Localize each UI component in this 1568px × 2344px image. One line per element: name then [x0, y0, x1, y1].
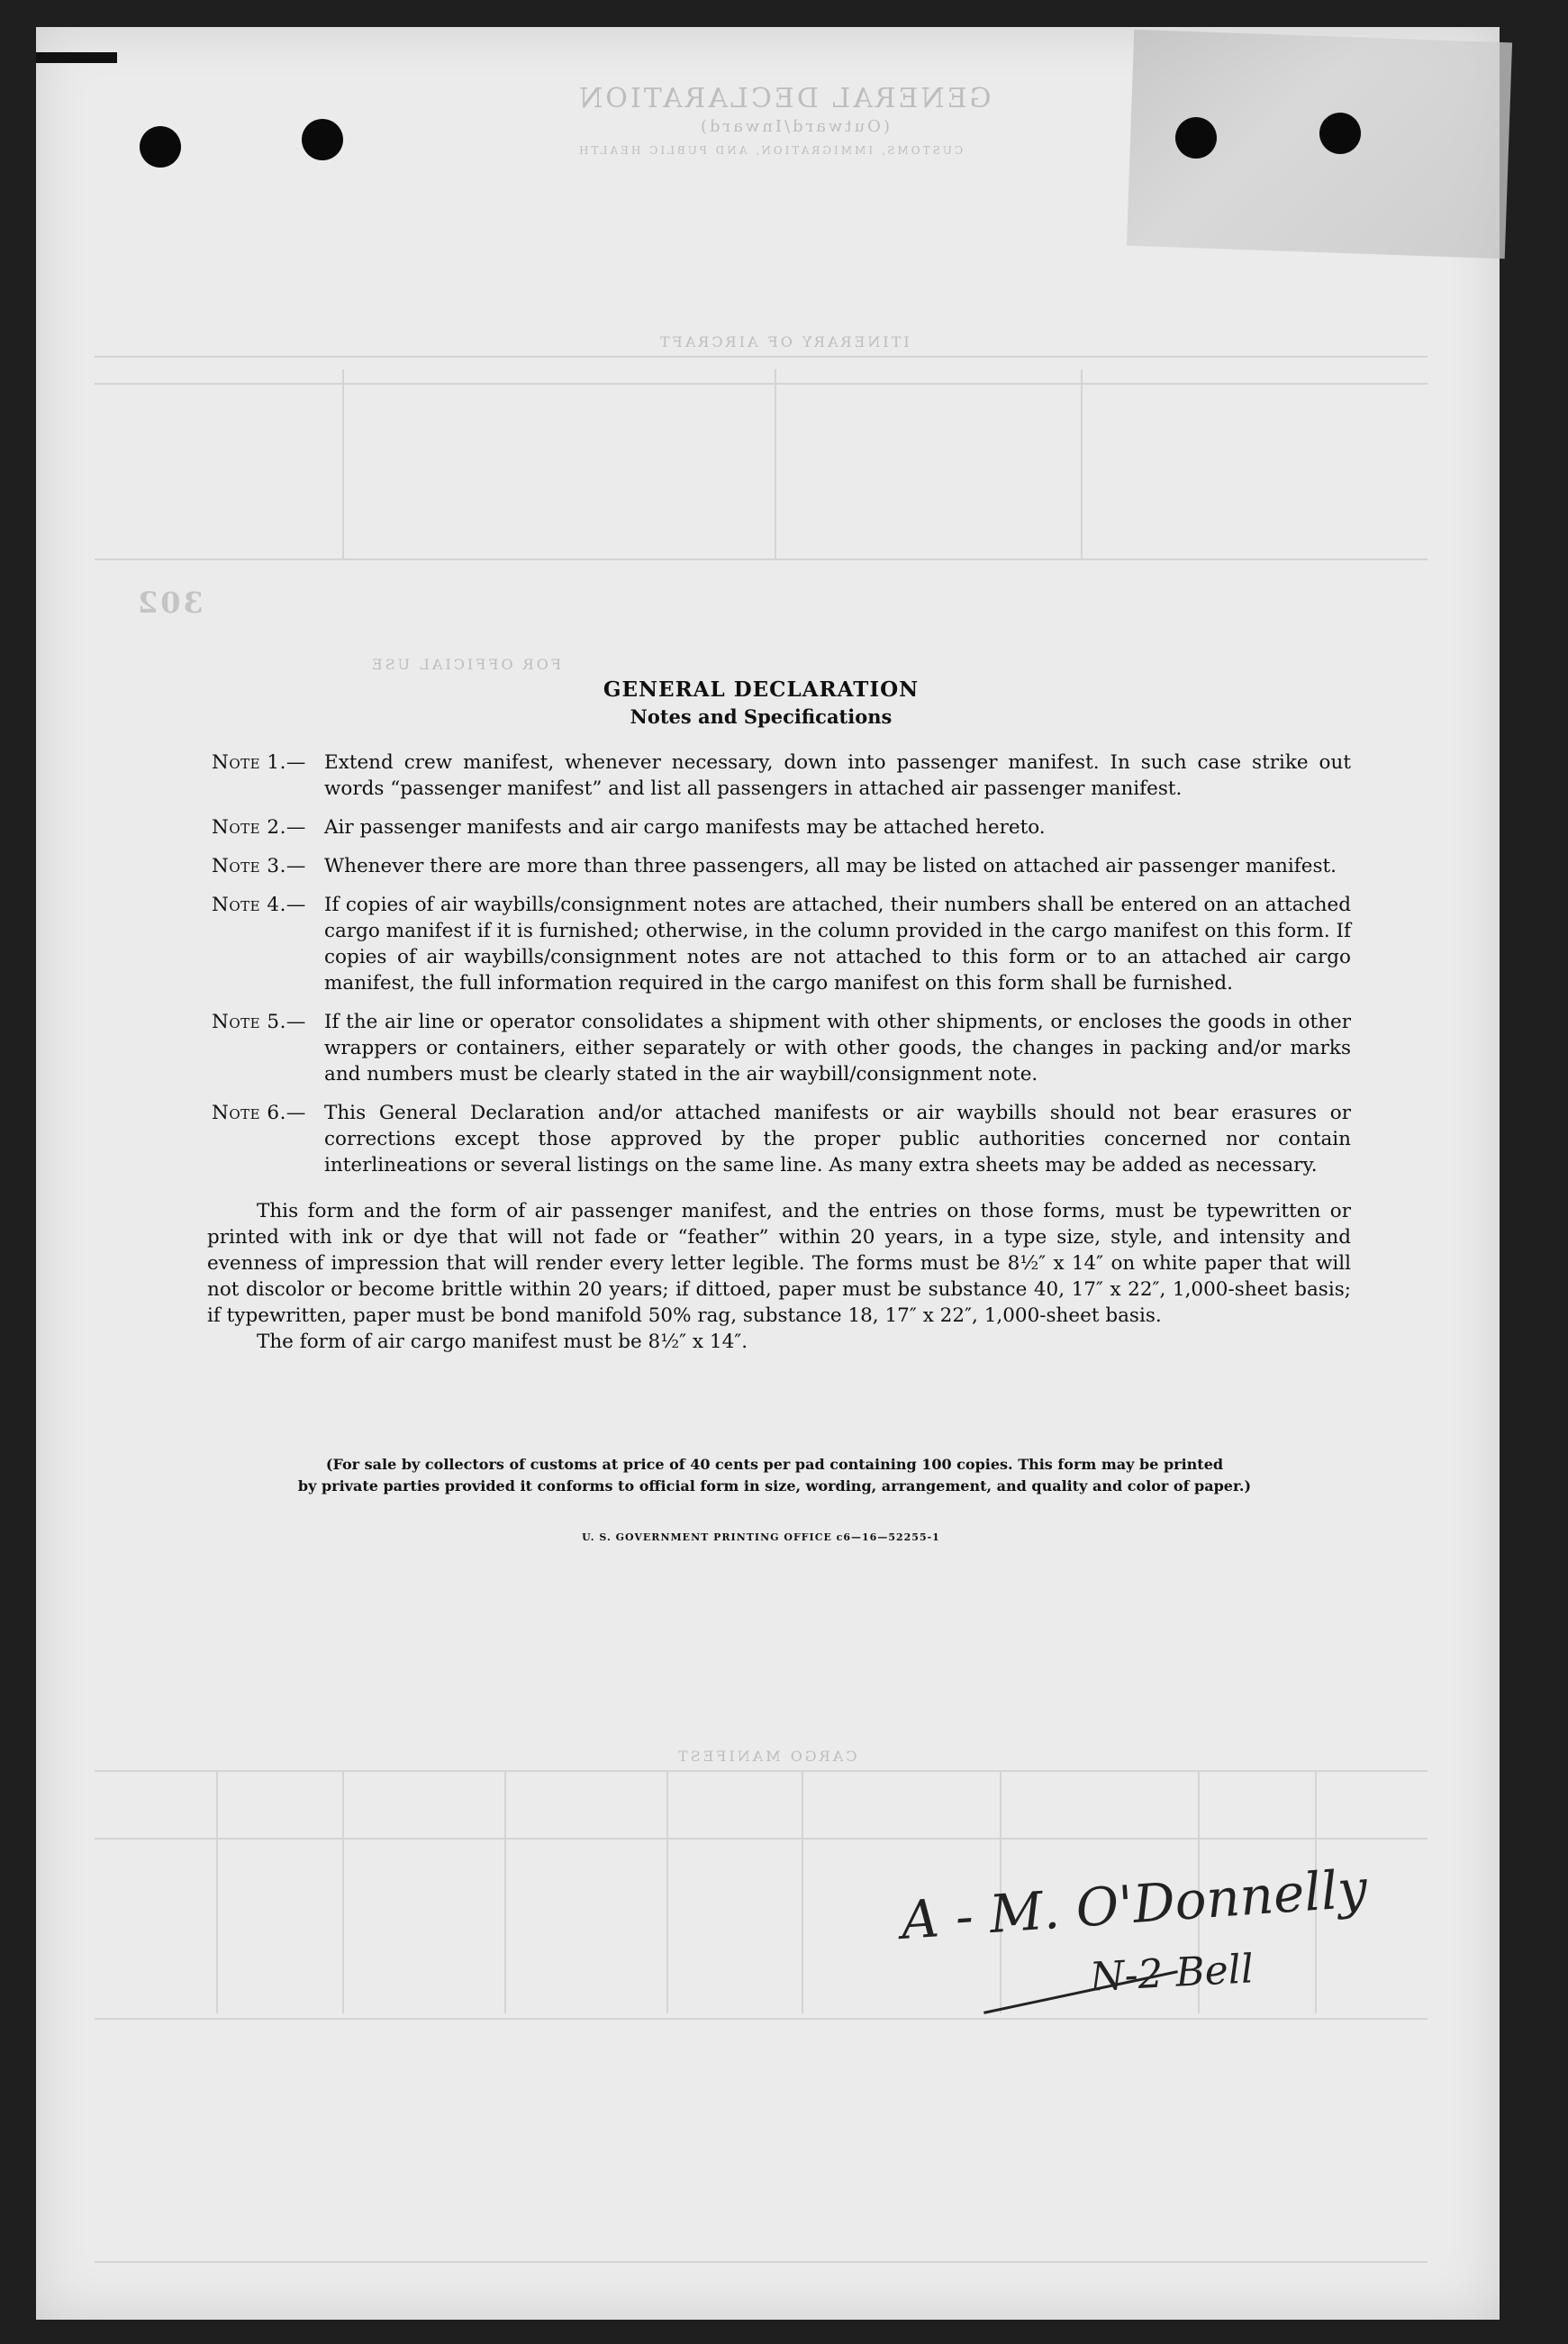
note-3 [171, 853, 1351, 879]
note-label: Note 5.— [212, 1011, 306, 1033]
note-1 [171, 750, 1351, 802]
bleed-number: 302 [135, 586, 204, 620]
note-4 [171, 892, 1351, 996]
bleed-rule [95, 559, 1428, 560]
bleed-rule [666, 1770, 668, 2013]
bleed-rule [95, 383, 1428, 385]
note-text: If the air line or operator consolidates a shipment with other shipments, or encloses the goods in other wrappers or containers, either separately or with other goods, the changes in packing and/or marks and numbers must be clearly stated in the air waybill/consignment note. [324, 1011, 1351, 1086]
bleed-cargo-manifest: CARGO MANIFEST [675, 1748, 857, 1765]
bleed-rule [95, 2018, 1428, 2020]
document-title: GENERAL DECLARATION [603, 677, 920, 702]
bleed-rule [802, 1770, 803, 2013]
bleed-itinerary: ITINERARY OF AIRCRAFT [657, 333, 910, 350]
bleed-rule [342, 1770, 344, 2013]
note-label: Note 1.— [212, 751, 306, 774]
note-text: This General Declaration and/or attached manifests or air waybills should not bear erasures or corrections except those approved by the proper public authorities concerned nor contain interlineations or several listings on the same line. As many extra sheets may be added as necessary. [324, 1102, 1351, 1177]
note-label: Note 2.— [212, 816, 306, 839]
printing-office-line: U. S. GOVERNMENT PRINTING OFFICE c6—16—52255-1 [582, 1531, 940, 1543]
note-5 [171, 1009, 1351, 1087]
note-text: Whenever there are more than three passengers, all may be listed on attached air passenger manifest. [324, 855, 1337, 877]
note-text: If copies of air waybills/consignment notes are attached, their numbers shall be entered on an attached cargo manifest if it is furnished; otherwise, in the column provided in the cargo manifest on this form. If copies of air waybills/consignment notes are not attached to this form or to an attached air cargo manifest, the full information required in the cargo manifest on this form shall be furnished. [324, 894, 1351, 995]
punch-hole [302, 119, 343, 160]
note-label: Note 6.— [212, 1102, 306, 1124]
bleed-rule [95, 1770, 1428, 1772]
bleed-rule [342, 369, 344, 559]
punch-hole [140, 126, 181, 168]
document-page [36, 27, 1500, 2320]
bleed-agency: CUSTOMS, IMMIGRATION, AND PUBLIC HEALTH [576, 144, 964, 157]
bleed-heading: GENERAL DECLARATION [576, 83, 992, 114]
note-6 [171, 1100, 1351, 1178]
specification-paragraph: This form and the form of air passenger manifest, and the entries on those forms, must be typewritten or printed with ink or dye that will not fade or “feather” within 20 years, in a type size, style, and intensity and evenness of impression that will render every letter legible. The forms must be 8½″ x 14″ on white paper that will not discolor or become brittle within 20 years; if dittoed, paper must be substance 40, 17″ x 22″, 1,000-sheet basis; if typewritten, paper must be bond manifold 50% rag, substance 18, 17″ x 22″, 1,000-sheet basis. [207, 1200, 1351, 1327]
bleed-rule [95, 1838, 1428, 1840]
edge-mark [36, 52, 117, 63]
bleed-official-use: FOR OFFICIAL USE [369, 656, 561, 673]
sale-notice [198, 1454, 1351, 1497]
bleed-rule [504, 1770, 506, 2013]
sale-line-2: by private parties provided it conforms to official form in size, wording, arrangement, and quality and color of paper.) [297, 1477, 1252, 1495]
bleed-rule [775, 369, 776, 559]
bleed-rule [95, 356, 1428, 358]
sale-line-1: (For sale by collectors of customs at price of 40 cents per pad containing 100 copies. This form may be printed [325, 1456, 1224, 1473]
bleed-rule [95, 2261, 1428, 2263]
cargo-size-line: The form of air cargo manifest must be 8½″ x 14″. [257, 1331, 748, 1353]
document-subtitle: Notes and Specifications [630, 705, 893, 728]
note-label: Note 4.— [212, 894, 306, 916]
punch-hole [1319, 113, 1361, 154]
note-2 [171, 814, 1351, 840]
handwritten-notation: N-2 Bell [1088, 1946, 1255, 2001]
punch-hole [1175, 117, 1217, 159]
note-label: Note 3.— [212, 855, 306, 877]
bleed-rule [216, 1770, 218, 2013]
bleed-subheading: (Outward/Inward) [698, 117, 890, 136]
handwritten-signature: A - M. O'Donnelly [899, 1858, 1370, 1951]
notes-section [171, 658, 1351, 1543]
note-text: Air passenger manifests and air cargo manifests may be attached hereto. [324, 816, 1046, 839]
bleed-rule [1081, 369, 1083, 559]
note-text: Extend crew manifest, whenever necessary, down into passenger manifest. In such case strike out words “passenger manifest” and list all passengers in attached air passenger manifest. [324, 751, 1351, 800]
